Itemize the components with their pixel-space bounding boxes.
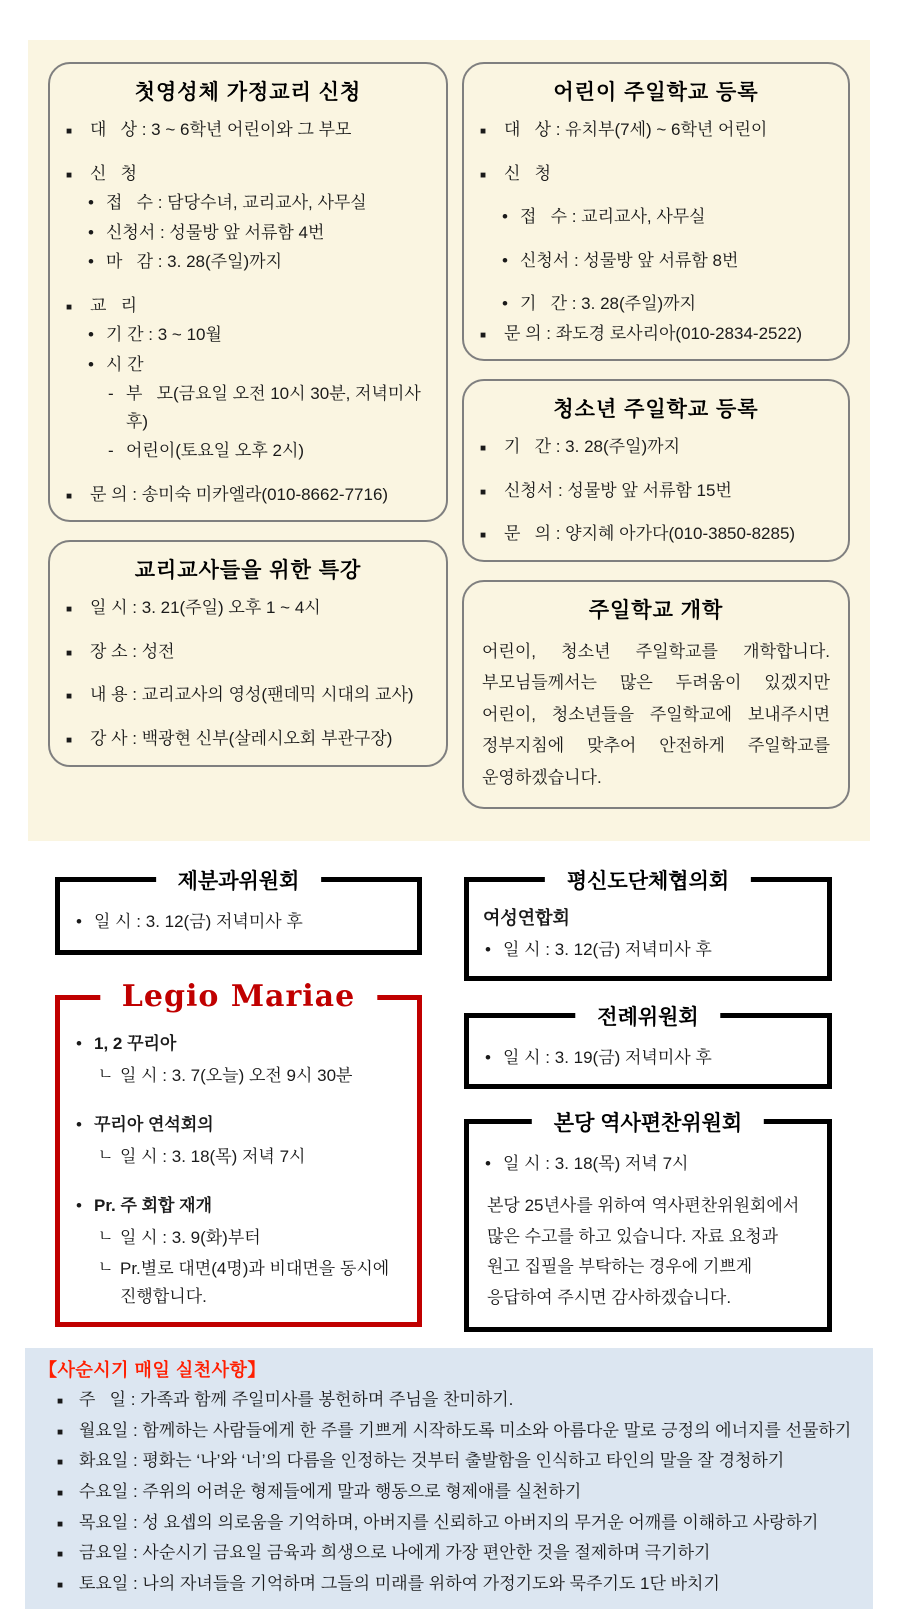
- dot-bullet: •: [76, 1196, 82, 1216]
- list-line: [485, 936, 813, 964]
- list-line: [480, 433, 834, 461]
- line-text: 꾸리아 연석회의: [94, 1115, 214, 1135]
- list-line: [480, 116, 834, 144]
- list-line: [480, 320, 834, 348]
- box-liturgy-committee-title: 전례위원회: [575, 1001, 720, 1031]
- list-line: [66, 725, 432, 753]
- line-text: 내 용 : 교리교사의 영성(팬데믹 시대의 교사): [90, 685, 414, 705]
- line-text: 교 리: [90, 295, 138, 315]
- line-text: 신청서 : 성물방 앞 서류함 8번: [520, 250, 739, 270]
- lent-practices-header: 【사순시기 매일 실천사항】: [39, 1360, 266, 1381]
- box-youth-sunday-school-title: 청소년 주일학교 등록: [553, 398, 759, 422]
- box-children-sunday-school: [462, 62, 850, 361]
- committee-column-left: [55, 861, 422, 1332]
- dot-bullet: •: [88, 252, 94, 272]
- square-bullet: ■: [66, 734, 73, 746]
- line-text: 일 시 : 3. 21(주일) 오후 1 ~ 4시: [90, 598, 321, 618]
- box-children-sunday-school-lines: [478, 116, 834, 347]
- line-text: 일 시 : 3. 7(오늘) 오전 9시 30분: [120, 1065, 353, 1085]
- box-youth-sunday-school: [462, 379, 850, 562]
- line-text: 일 시 : 3. 18(목) 저녁 7시: [503, 1153, 689, 1173]
- dot-bullet: •: [88, 193, 94, 213]
- box-lay-council-lines: [483, 936, 813, 964]
- list-line: [76, 1192, 403, 1220]
- line-text: 수요일 : 주위의 어려운 형제들에게 말과 행동으로 형제애를 실천하기: [79, 1482, 582, 1501]
- corner-bullet: ㄴ: [98, 1146, 114, 1164]
- list-line: [76, 1030, 403, 1058]
- list-line: [66, 481, 432, 509]
- dot-bullet: •: [485, 939, 491, 959]
- list-line: [98, 1224, 403, 1252]
- box-history-committee-title: 본당 역사편찬위원회: [532, 1107, 764, 1137]
- line-text: 신청서 : 성물방 앞 서류함 15번: [504, 480, 732, 500]
- line-text: 목요일 : 성 요셉의 의로움을 기억하며, 아버지를 신뢰하고 아버지의 무거운 어깨를 이해하고 사랑하기: [79, 1512, 819, 1532]
- box-first-communion-lines: [64, 116, 432, 508]
- dot-bullet: •: [502, 250, 508, 270]
- square-bullet: ■: [57, 1396, 64, 1408]
- square-bullet: ■: [480, 126, 487, 137]
- list-line: [76, 908, 403, 936]
- list-line: [57, 1539, 861, 1567]
- box-youth-sunday-school-lines: [478, 433, 834, 548]
- box-legio-mariae-lines: [74, 1030, 403, 1310]
- committee-section: [0, 861, 898, 1332]
- line-text: 기 간 : 3. 28(주일)까지: [504, 437, 681, 457]
- list-line: [480, 477, 834, 505]
- square-bullet: ■: [66, 490, 73, 502]
- square-bullet: ■: [57, 1426, 64, 1438]
- line-text: 장 소 : 성전: [90, 641, 175, 661]
- line-text: 일 시 : 3. 9(화)부터: [120, 1227, 261, 1247]
- square-bullet: ■: [480, 486, 487, 498]
- line-text: 신 청: [504, 163, 552, 183]
- line-text: 부 모(금요일 오전 10시 30분, 저녁미사 후): [126, 384, 426, 431]
- list-line: [66, 681, 432, 709]
- list-line: [76, 1111, 403, 1139]
- square-bullet: ■: [480, 443, 487, 455]
- list-line: [57, 1447, 861, 1475]
- dot-bullet: •: [88, 325, 94, 345]
- list-line: [57, 1509, 861, 1537]
- box-legio-mariae: [55, 978, 422, 1327]
- dot-bullet: •: [502, 294, 508, 314]
- line-text: 강 사 : 백광현 신부(살레시오회 부관구장): [90, 728, 393, 748]
- list-line: [502, 290, 834, 318]
- box-lay-council-title: 평신도단체협의회: [545, 865, 751, 895]
- line-text: 일 시 : 3. 12(금) 저녁미사 후: [503, 939, 712, 959]
- dot-bullet: •: [88, 354, 94, 374]
- dot-bullet: •: [88, 222, 94, 242]
- box-lay-council: [464, 869, 832, 981]
- square-bullet: ■: [66, 604, 73, 616]
- notice-column-right: [462, 62, 850, 827]
- line-text: 일 시 : 3. 12(금) 저녁미사 후: [94, 911, 303, 931]
- square-bullet: ■: [66, 647, 73, 659]
- committee-column-right: [464, 861, 832, 1332]
- line-text: 일 시 : 3. 18(목) 저녁 7시: [120, 1146, 306, 1166]
- corner-bullet: ㄴ: [98, 1065, 114, 1083]
- line-text: 시 간: [106, 354, 144, 374]
- list-line: [57, 1417, 861, 1445]
- dot-bullet: •: [485, 1047, 491, 1067]
- line-text: 월요일 : 함께하는 사람들에게 한 주를 기쁘게 시작하도록 미소와 아름다운 말로 긍정의 에너지를 선물하기: [79, 1420, 852, 1440]
- list-line: [88, 248, 432, 276]
- list-line: [98, 1062, 403, 1090]
- list-line: [66, 638, 432, 666]
- box-sunday-school-opening: [462, 580, 850, 809]
- line-text: 토요일 : 나의 자녀들을 기억하며 그들의 미래를 위하여 가정기도와 묵주기도 1단 바치기: [79, 1573, 720, 1593]
- square-bullet: ■: [66, 126, 73, 137]
- box-first-communion: [48, 62, 448, 522]
- dot-bullet: •: [502, 207, 508, 227]
- line-text: 신청서 : 성물방 앞 서류함 4번: [106, 222, 325, 242]
- square-bullet: ■: [480, 530, 487, 542]
- box-flour-committee-title: 제분과위원회: [156, 865, 322, 895]
- list-line: [98, 1143, 403, 1171]
- line-text: 접 수 : 담당수녀, 교리교사, 사무실: [106, 193, 367, 213]
- box-history-committee-paragraph: 본당 25년사를 위하여 역사편찬위원회에서 많은 수고를 하고 있습니다. 자료 요청과 원고 집필을 부탁하는 경우에 기쁘게 응답하여 주시면 감사하겠습니다.: [487, 1196, 804, 1307]
- line-text: 대 상 : 유치부(7세) ~ 6학년 어린이: [504, 120, 768, 139]
- square-bullet: ■: [66, 691, 73, 703]
- notice-column-left: [48, 62, 448, 827]
- box-flour-committee: [55, 869, 422, 955]
- box-catechist-lecture-title: 교리교사들을 위한 특강: [134, 559, 362, 583]
- list-line: [66, 160, 432, 188]
- corner-bullet: ㄴ: [98, 1227, 114, 1245]
- square-bullet: ■: [57, 1518, 64, 1530]
- list-line: [502, 247, 834, 275]
- line-text: 기 간 : 3 ~ 10월: [106, 325, 222, 345]
- line-text: Pr.별로 대면(4명)과 비대면을 동시에 진행합니다.: [120, 1259, 394, 1306]
- box-catechist-lecture-lines: [64, 594, 432, 752]
- list-line: [66, 292, 432, 320]
- dot-bullet: •: [76, 911, 82, 931]
- dot-bullet: •: [76, 1033, 82, 1053]
- box-lay-council-subhead: 여성연합회: [483, 907, 570, 928]
- line-text: 접 수 : 교리교사, 사무실: [520, 207, 706, 227]
- square-bullet: ■: [57, 1457, 64, 1469]
- dot-bullet: •: [485, 1153, 491, 1173]
- list-line: [66, 594, 432, 622]
- list-line: [480, 520, 834, 548]
- box-liturgy-committee: [464, 1005, 832, 1089]
- dash-bullet: -: [108, 441, 114, 461]
- box-children-sunday-school-title: 어린이 주일학교 등록: [553, 81, 759, 104]
- line-text: 금요일 : 사순시기 금요일 금육과 희생으로 나에게 가장 편안한 것을 절제하며 극기하기: [79, 1543, 711, 1563]
- line-text: Pr. 주 회합 재개: [94, 1196, 213, 1216]
- box-liturgy-committee-lines: [483, 1044, 813, 1072]
- list-line: [57, 1570, 861, 1598]
- line-text: 기 간 : 3. 28(주일)까지: [520, 294, 697, 314]
- lent-practices-lines: [39, 1386, 861, 1597]
- square-bullet: ■: [480, 329, 487, 341]
- line-text: 문 의 : 송미숙 미카엘라(010-8662-7716): [90, 484, 389, 504]
- square-bullet: ■: [57, 1579, 64, 1591]
- list-line: [57, 1478, 861, 1506]
- box-flour-committee-lines: [74, 908, 403, 936]
- list-line: [108, 437, 432, 465]
- list-line: [57, 1386, 861, 1414]
- lent-practices-box: [25, 1348, 873, 1609]
- square-bullet: ■: [480, 169, 487, 181]
- box-sunday-school-opening-title: 주일학교 개학: [588, 598, 724, 622]
- line-text: 문 의 : 좌도경 로사리아(010-2834-2522): [504, 323, 803, 343]
- list-line: [88, 321, 432, 349]
- corner-bullet: ㄴ: [98, 1259, 114, 1277]
- list-line: [502, 203, 834, 231]
- box-history-committee-lines: [483, 1150, 813, 1178]
- list-line: [88, 351, 432, 379]
- line-text: 마 감 : 3. 28(주일)까지: [106, 252, 283, 272]
- line-text: 1, 2 꾸리아: [94, 1033, 177, 1053]
- list-line: [480, 160, 834, 188]
- box-catechist-lecture: [48, 540, 448, 766]
- list-line: [485, 1150, 813, 1178]
- line-text: 신 청: [90, 163, 138, 183]
- list-line: [88, 219, 432, 247]
- line-text: 주 일 : 가족과 함께 주일미사를 봉헌하며 주님을 찬미하기.: [79, 1390, 514, 1410]
- line-text: 문 의 : 양지혜 아가다(010-3850-8285): [504, 524, 796, 544]
- notice-panel: [28, 40, 870, 841]
- square-bullet: ■: [57, 1488, 64, 1499]
- line-text: 대 상 : 3 ~ 6학년 어린이와 그 부모: [90, 120, 352, 139]
- box-first-communion-title: 첫영성체 가정교리 신청: [134, 81, 362, 104]
- line-text: 화요일 : 평화는 ‘나’와 ‘너’의 다름을 인정하는 것부터 출발함을 인식하고 타인의 말을 잘 경청하기: [79, 1451, 785, 1471]
- dot-bullet: •: [76, 1115, 82, 1135]
- list-line: [98, 1255, 403, 1310]
- line-text: 일 시 : 3. 19(금) 저녁미사 후: [503, 1047, 712, 1067]
- dash-bullet: -: [108, 384, 114, 404]
- square-bullet: ■: [66, 169, 73, 181]
- square-bullet: ■: [66, 301, 73, 313]
- square-bullet: ■: [57, 1549, 64, 1561]
- list-line: [66, 116, 432, 144]
- list-line: [485, 1044, 813, 1072]
- box-sunday-school-opening-paragraph: 어린이, 청소년 주일학교를 개학합니다. 부모님들께서는 많은 두려움이 있겠지만 어린이, 청소년들을 주일학교에 보내주시면 정부지침에 맞추어 안전하게 주일학교를 운영하겠습니다.: [482, 641, 835, 787]
- line-text: 어린이(토요일 오후 2시): [126, 441, 305, 461]
- box-legio-mariae-title: Legio Mariae: [100, 979, 377, 1014]
- list-line: [88, 189, 432, 217]
- box-history-committee: [464, 1111, 832, 1333]
- list-line: [108, 380, 432, 435]
